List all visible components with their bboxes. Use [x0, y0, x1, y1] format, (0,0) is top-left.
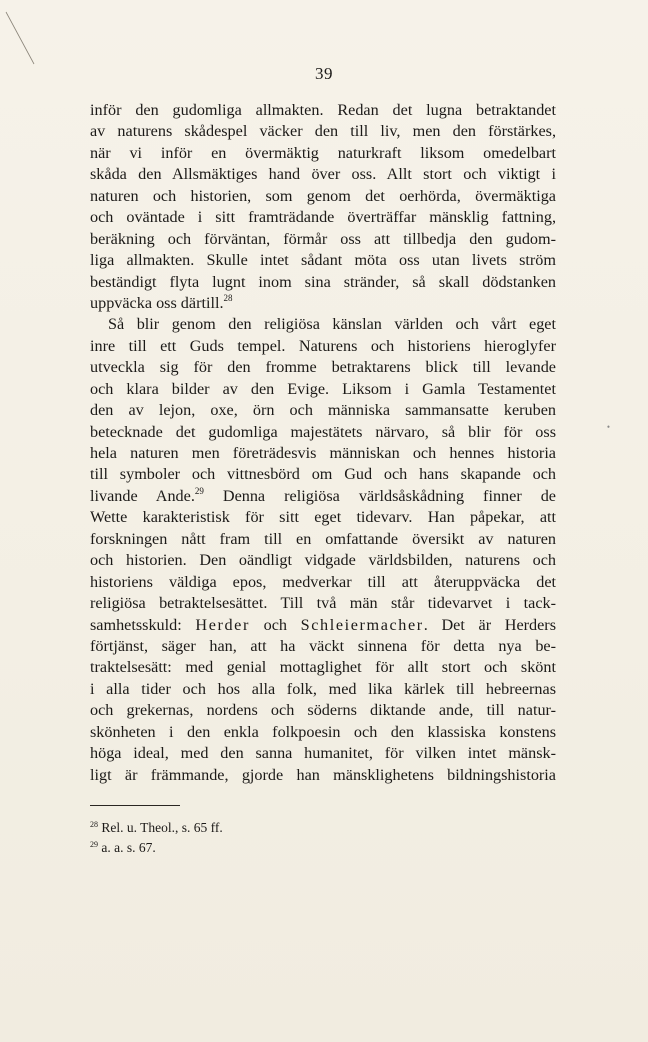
- footnote-text: Rel. u. Theol., s. 65 ff.: [101, 820, 223, 835]
- text-line: beräkning och förväntan, förmår oss att tillbedja den gudom-: [90, 229, 556, 248]
- page-number: 39: [315, 64, 333, 83]
- name-schleiermacher: Schleiermacher: [300, 615, 424, 634]
- text-fragment: uppväcka oss därtill.: [90, 293, 224, 312]
- text-fragment: . Det är Herders: [423, 615, 556, 634]
- text-line: i alla tider och hos alla folk, med lika kärlek till hebreernas: [90, 679, 556, 698]
- text-line: liga allmakten. Skulle intet sådant möta oss utan livets ström: [90, 251, 556, 270]
- text-line: traktelsesätt: med genial mottaglighet för allt stort och skönt: [90, 658, 556, 677]
- text-fragment: Så blir genom den religiösa känslan världen och vårt eget: [108, 315, 556, 334]
- text-line: [90, 486, 556, 507]
- text-fragment: samhetsskuld:: [90, 615, 196, 634]
- text-line: inre till ett Guds tempel. Naturens och historiens hieroglyfer: [90, 336, 556, 355]
- text-line: ligt är främmande, gjorde han mänsklighetens bildningshistoria: [90, 765, 556, 784]
- footnote-ref-28: 28: [223, 292, 233, 303]
- page-corner-crease: [4, 8, 44, 68]
- text-line: religiösa betraktelsesättet. Till två män står tidevarvet i tack-: [90, 594, 556, 613]
- text-line: [90, 293, 556, 314]
- text-line: förtjänst, säger han, att ha väckt sinnena för detta nya be-: [90, 636, 556, 655]
- text-line: beständigt flyta lugnt inom sina stränder, så skall dödstanken: [90, 272, 556, 291]
- text-line: hela naturen men företrädesvis människan och hennes historia: [90, 444, 556, 462]
- text-line: och historien. Den oändligt vidgade världsbilden, naturens och: [90, 551, 556, 570]
- text-line: av naturens skådespel väcker den till liv, men den förstärkes,: [90, 122, 556, 141]
- text-line: skåda den Allsmäktiges hand över oss. Allt stort och viktigt i: [90, 165, 556, 184]
- footnote-ref-29: 29: [194, 485, 204, 496]
- footnote-29: [90, 838, 390, 858]
- text-line: när vi inför en övermäktig naturkraft liksom omedelbart: [90, 143, 556, 162]
- text-line: och klara bilder av den Evige. Liksom i Gamla Testamentet: [90, 379, 556, 398]
- text-fragment: Denna religiösa världsåskådning finner de: [203, 486, 556, 505]
- text-fragment: livande Ande.: [90, 486, 195, 505]
- text-line: höga ideal, med den sanna humanitet, för vilken intet mänsk-: [90, 744, 556, 763]
- text-line: inför den gudomliga allmakten. Redan det lugna betraktandet: [90, 101, 556, 119]
- footnote-text: a. a. s. 67.: [101, 840, 156, 855]
- footnote-divider: [90, 805, 180, 806]
- footnote-number: 29: [90, 840, 98, 849]
- footnotes: [90, 818, 390, 858]
- text-line: och grekernas, nordens och söderns diktande ande, till natur-: [90, 701, 556, 720]
- text-line: [90, 615, 556, 636]
- text-line: till symboler och vittnesbörd om Gud och hans skapande och: [90, 465, 556, 484]
- text-line: och oväntade i sitt framträdande överträffar mänsklig fattning,: [90, 208, 556, 227]
- text-line: den av lejon, oxe, örn och människa sammansatte keruben: [90, 401, 556, 420]
- text-line: Wette karakteristisk för sitt eget tidevarv. Han påpekar, att: [90, 508, 556, 527]
- text-fragment: och: [249, 615, 301, 634]
- text-line: historiens väldiga epos, medverkar till att återuppväcka det: [90, 572, 556, 591]
- name-herder: Herder: [195, 615, 250, 634]
- scan-speck: •: [606, 422, 610, 432]
- text-line: naturen och historien, som genom det oerhörda, övermäktiga: [90, 186, 556, 205]
- text-line: skönheten i den enkla folkpoesin och den klassiska konstens: [90, 722, 556, 741]
- footnote-28: [90, 818, 390, 838]
- footnote-number: 28: [90, 820, 98, 829]
- text-line: utveckla sig för den fromme betraktarens blick till levande: [90, 358, 556, 377]
- text-line: forskningen nått fram till en omfattande översikt av naturen: [90, 529, 556, 548]
- body-text: [90, 100, 556, 786]
- text-line: [90, 314, 556, 335]
- text-line: betecknade det gudomliga majestätets närvaro, så blir för oss: [90, 422, 556, 441]
